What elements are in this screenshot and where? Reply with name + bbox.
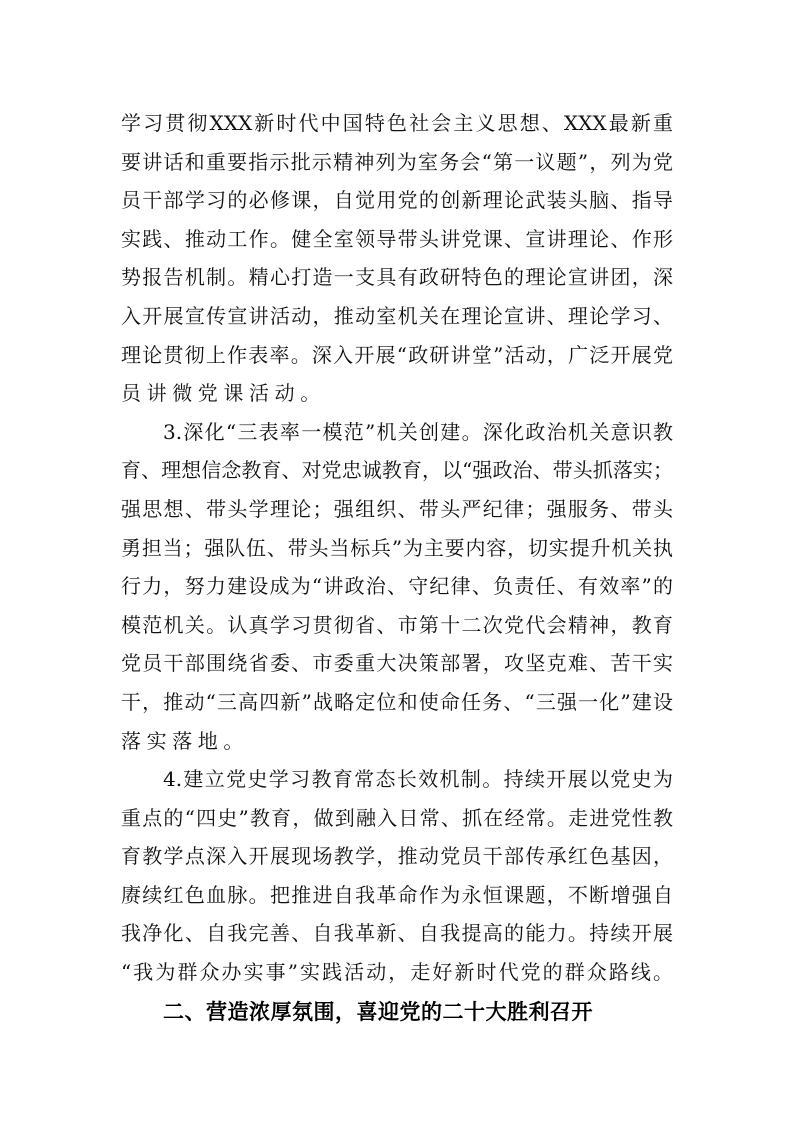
text-line: 要讲话和重要指示批示精神列为室务会“第一议题”，列为党 — [121, 149, 673, 174]
text-line: 重点的“四史”教育，做到融入日常、抓在经常。走进党性教 — [121, 805, 673, 830]
paragraph-item-4 — [121, 760, 673, 992]
text-line: 理论贯彻上作表率。深入开展“政研讲堂”活动，广泛开展党 — [121, 342, 673, 367]
text-line: 育教学点深入开展现场教学，推动党员干部传承红色基因， — [121, 844, 673, 869]
text-line: 我净化、自我完善、自我革新、自我提高的能力。持续开展 — [121, 921, 673, 946]
section-heading: 二、营造浓厚氛围，喜迎党的二十大胜利召开 — [163, 999, 593, 1024]
text-line: 员干部学习的必修课，自觉用党的创新理论武装头脑、指导 — [121, 188, 673, 213]
text-line: 模范机关。认真学习贯彻省、市第十二次党代会精神，教育 — [121, 612, 673, 637]
text-line: 3.深化“三表率一模范”机关创建。深化政治机关意识教 — [163, 419, 673, 444]
text-line: 入开展宣传宣讲活动，推动室机关在理论宣讲、理论学习、 — [121, 303, 673, 328]
text-line: 员讲微党课活动。 — [121, 381, 326, 406]
text-line: 勇担当；强队伍、带头当标兵”为主要内容，切实提升机关执 — [121, 535, 673, 560]
text-line: 实践、推动工作。健全室领导带头讲党课、宣讲理论、作形 — [121, 226, 673, 251]
text-line: 赓续红色血脉。把推进自我革命作为永恒课题，不断增强自 — [121, 882, 673, 907]
text-line: 学习贯彻XXX新时代中国特色社会主义思想、XXX最新重 — [121, 111, 673, 135]
paragraph-continuation — [121, 104, 673, 413]
text-line: 育、理想信念教育、对党忠诚教育，以“强政治、带头抓落实； — [121, 458, 673, 483]
text-line: 行力，努力建设成为“讲政治、守纪律、负责任、有效率”的 — [121, 574, 673, 599]
text-line: “我为群众办实事”实践活动，走好新时代党的群众路线。 — [121, 960, 673, 985]
text-line: 干，推动“三高四新”战略定位和使命任务、“三强一化”建设 — [121, 689, 673, 714]
text-line: 强思想、带头学理论；强组织、带头严纪律；强服务、带头 — [121, 496, 673, 521]
text-line: 4.建立党史学习教育常态长效机制。持续开展以党史为 — [163, 767, 673, 792]
text-line: 党员干部围绕省委、市委重大决策部署，攻坚克难、苦干实 — [121, 651, 673, 676]
text-line: 势报告机制。精心打造一支具有政研特色的理论宣讲团，深 — [121, 265, 673, 290]
document-body — [121, 104, 673, 1032]
text-line: 落实落地。 — [121, 728, 249, 753]
paragraph-item-3 — [121, 413, 673, 760]
